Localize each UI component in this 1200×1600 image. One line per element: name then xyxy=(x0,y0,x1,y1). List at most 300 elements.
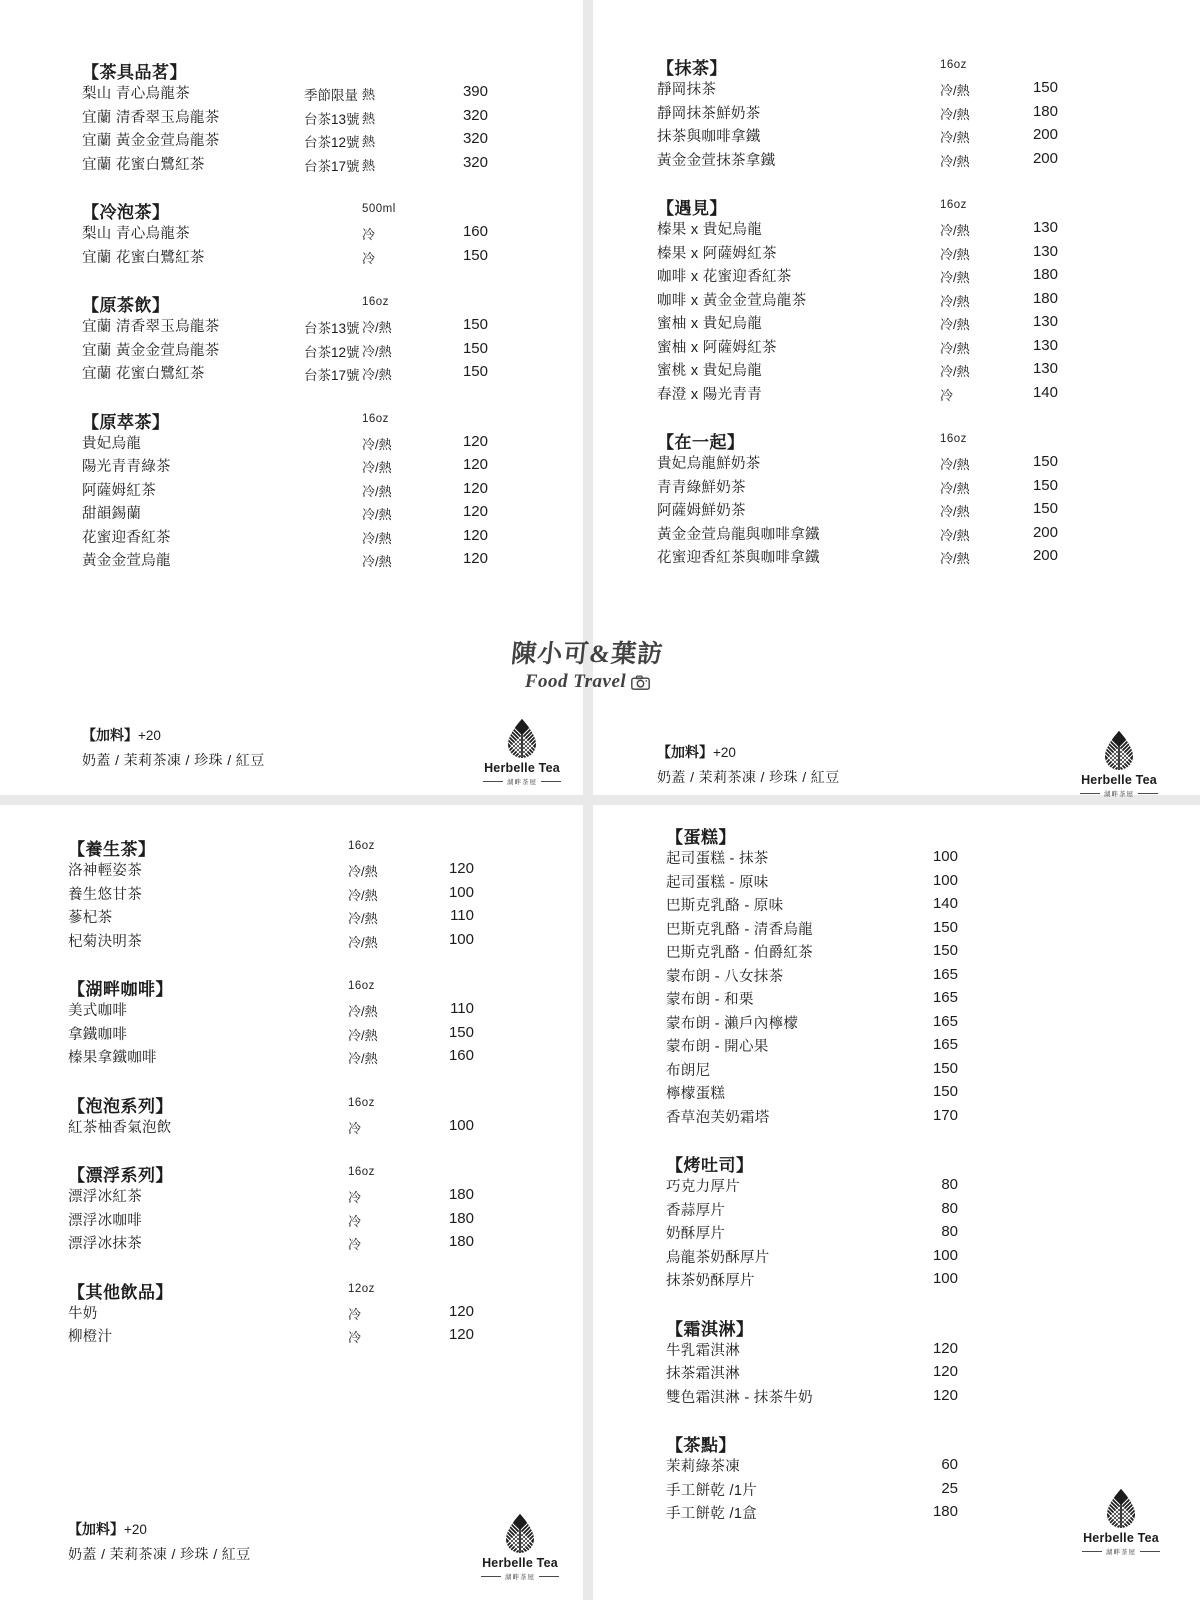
section-header xyxy=(82,408,583,432)
item-price: 160 xyxy=(448,1047,474,1064)
item-price: 130 xyxy=(1032,219,1058,236)
item-name: 拿鐵咖啡 xyxy=(68,1026,128,1043)
item-temperature: 冷 xyxy=(348,1190,362,1205)
brand-logo xyxy=(462,718,582,786)
item-name: 咖啡 x 花蜜迎香紅茶 xyxy=(657,269,792,285)
brand-name: Herbelle Tea xyxy=(1081,773,1157,787)
section-header xyxy=(666,1315,1200,1339)
watermark-chinese: 陳小可&葉訪 xyxy=(509,641,665,668)
item-name: 洛神輕姿茶 xyxy=(68,863,142,879)
item-temperature: 冷 xyxy=(348,1213,362,1229)
item-price: 150 xyxy=(932,1083,958,1100)
addon-items: 奶蓋 / 茉莉茶凍 / 珍珠 / 紅豆 xyxy=(82,751,265,768)
item-name: 靜岡抹茶鮮奶茶 xyxy=(657,105,761,122)
item-temperature: 冷/熱 xyxy=(362,507,392,522)
section-size-label: 16oz xyxy=(348,980,375,992)
menu-section xyxy=(68,835,583,953)
item-temperature: 冷/熱 xyxy=(362,530,392,546)
item-name: 巧克力厚片 xyxy=(666,1179,740,1195)
item-price: 150 xyxy=(1032,476,1058,494)
item-name: 養生悠甘茶 xyxy=(68,886,142,903)
item-price: 180 xyxy=(1032,102,1058,120)
item-name: 榛果 x 阿薩姆紅茶 xyxy=(657,245,777,262)
item-temperature: 冷/熱 xyxy=(940,364,970,379)
item-name: 巴斯克乳酪 - 清香烏龍 xyxy=(666,921,813,938)
item-temperature: 冷/熱 xyxy=(362,320,392,335)
section-size-label: 16oz xyxy=(940,433,967,445)
item-temperature: 冷/熱 xyxy=(348,864,378,879)
menu-item-row xyxy=(666,1339,1200,1363)
menu-section xyxy=(666,1151,1200,1293)
item-price: 170 xyxy=(932,1106,958,1124)
item-price: 180 xyxy=(448,1186,474,1203)
section-title: 【原茶飲】 xyxy=(82,296,170,315)
section-header xyxy=(657,194,1200,218)
item-name: 抹茶與咖啡拿鐵 xyxy=(657,129,761,145)
item-name: 手工餅乾 /1片 xyxy=(666,1482,758,1499)
section-header xyxy=(68,1092,583,1116)
item-variety: 台茶17號 xyxy=(304,368,360,383)
item-price: 120 xyxy=(448,1302,474,1320)
menu-section xyxy=(68,975,583,1070)
brand-subtitle: 湖畔茶屋 xyxy=(460,1572,580,1581)
item-price: 120 xyxy=(932,1363,958,1380)
section-title: 【泡泡系列】 xyxy=(68,1096,173,1116)
item-temperature: 冷/熱 xyxy=(348,887,378,903)
item-temperature: 冷/熱 xyxy=(362,367,392,382)
menu-item-row xyxy=(82,502,583,526)
menu-section xyxy=(68,1161,583,1256)
menu-item-row xyxy=(68,883,583,907)
addon-price: +20 xyxy=(124,1522,147,1537)
item-name: 布朗尼 xyxy=(666,1062,711,1079)
menu-item-row xyxy=(666,1175,1200,1199)
section-header xyxy=(657,428,1200,452)
menu-section xyxy=(82,58,583,176)
item-name: 漂浮冰咖啡 xyxy=(68,1212,142,1229)
item-name: 宜蘭 黃金金萱烏龍茶 xyxy=(82,342,220,359)
item-name: 阿薩姆鮮奶茶 xyxy=(657,503,746,519)
item-temperature: 冷 xyxy=(348,1120,362,1136)
menu-item-row xyxy=(666,1222,1200,1246)
brand-subtitle: 湖畔茶屋 xyxy=(1059,789,1179,798)
item-temperature: 冷/熱 xyxy=(348,911,378,926)
leaf-logo-icon xyxy=(506,718,538,758)
menu-item-row xyxy=(657,312,1200,336)
menu-item-row xyxy=(82,315,583,339)
item-price: 140 xyxy=(932,895,958,912)
item-price: 120 xyxy=(462,432,488,450)
item-price: 150 xyxy=(462,316,488,333)
menu-item-row xyxy=(666,871,1200,895)
item-name: 春澄 x 陽光青青 xyxy=(657,386,763,403)
menu-item-row xyxy=(68,999,583,1023)
menu-section xyxy=(657,428,1200,570)
item-name: 起司蛋糕 - 原味 xyxy=(666,874,769,891)
item-name: 宜蘭 清香翠玉烏龍茶 xyxy=(82,319,220,335)
item-name: 黃金金萱抹茶拿鐵 xyxy=(657,152,776,169)
item-price: 320 xyxy=(462,130,488,147)
item-price: 165 xyxy=(932,989,958,1006)
menu-item-row xyxy=(82,455,583,479)
item-price: 180 xyxy=(448,1233,474,1250)
item-price: 80 xyxy=(941,1176,958,1193)
menu-section xyxy=(82,408,583,573)
item-price: 100 xyxy=(932,848,958,865)
item-temperature: 冷 xyxy=(362,250,376,266)
item-price: 160 xyxy=(462,223,488,240)
section-list-drinks-3 xyxy=(68,835,583,1349)
item-price: 150 xyxy=(932,918,958,936)
item-name: 柳橙汁 xyxy=(68,1329,113,1345)
menu-item-row xyxy=(657,523,1200,547)
menu-item-row xyxy=(666,1106,1200,1130)
item-temperature: 冷/熱 xyxy=(348,1051,378,1066)
menu-item-row xyxy=(82,222,583,246)
menu-item-row xyxy=(666,1246,1200,1270)
item-price: 320 xyxy=(462,106,488,124)
menu-item-row xyxy=(666,1012,1200,1036)
leaf-logo-icon xyxy=(1105,1488,1137,1528)
item-name: 靜岡抹茶 xyxy=(657,82,717,98)
item-name: 蒙布朗 - 開心果 xyxy=(666,1039,769,1055)
section-size-label: 16oz xyxy=(348,840,375,852)
item-price: 200 xyxy=(1032,523,1058,541)
item-temperature: 冷/熱 xyxy=(940,83,970,98)
item-name: 牛奶 xyxy=(68,1305,98,1322)
item-temperature: 熱 xyxy=(362,157,376,173)
item-temperature: 熱 xyxy=(362,87,376,102)
menu-item-row xyxy=(666,941,1200,965)
addon-price: +20 xyxy=(138,728,161,743)
item-temperature: 冷/熱 xyxy=(940,246,970,262)
addon-title: 【加料】 xyxy=(68,1521,124,1537)
menu-item-row xyxy=(68,1116,583,1140)
item-name: 漂浮冰紅茶 xyxy=(68,1189,142,1205)
brand-subtitle: 湖畔茶屋 xyxy=(462,777,582,786)
item-name: 抹茶奶酥厚片 xyxy=(666,1273,755,1289)
section-header xyxy=(666,823,1200,847)
item-temperature: 冷/熱 xyxy=(362,343,392,359)
item-price: 100 xyxy=(932,1270,958,1287)
section-title: 【原萃茶】 xyxy=(82,412,170,432)
item-name: 手工餅乾 /1盒 xyxy=(666,1506,758,1522)
menu-item-row xyxy=(666,1082,1200,1106)
item-price: 200 xyxy=(1032,547,1058,564)
item-price: 130 xyxy=(1032,360,1058,377)
item-temperature: 冷/熱 xyxy=(940,551,970,566)
brand-name: Herbelle Tea xyxy=(1083,1531,1159,1545)
section-title: 【茶點】 xyxy=(666,1436,736,1455)
item-name: 漂浮冰抹茶 xyxy=(68,1236,142,1252)
section-title: 【冷泡茶】 xyxy=(82,203,170,222)
menu-section xyxy=(68,1092,583,1140)
item-temperature: 冷/熱 xyxy=(940,457,970,472)
leaf-logo-icon xyxy=(504,1513,536,1553)
section-title: 【烤吐司】 xyxy=(666,1156,754,1175)
section-size-label: 16oz xyxy=(348,1096,375,1109)
menu-item-row xyxy=(82,549,583,573)
section-list-food xyxy=(666,823,1200,1526)
item-temperature: 冷/熱 xyxy=(940,504,970,519)
item-name: 烏龍茶奶酥厚片 xyxy=(666,1249,770,1266)
item-price: 150 xyxy=(462,339,488,357)
section-list-drinks-1 xyxy=(82,58,583,573)
brand-logo xyxy=(460,1513,580,1581)
brand-logo xyxy=(1061,1488,1181,1556)
item-name: 貴妃烏龍鮮奶茶 xyxy=(657,456,761,472)
menu-section xyxy=(657,194,1200,406)
item-price: 200 xyxy=(1032,149,1058,167)
item-name: 黃金金萱烏龍與咖啡拿鐵 xyxy=(657,526,820,543)
menu-item-row xyxy=(666,847,1200,871)
menu-item-row xyxy=(657,149,1200,173)
menu-item-row xyxy=(68,930,583,954)
menu-item-row xyxy=(68,1325,583,1349)
item-price: 390 xyxy=(462,83,488,100)
item-price: 150 xyxy=(932,942,958,959)
menu-section xyxy=(657,54,1200,172)
item-temperature: 冷/熱 xyxy=(940,223,970,238)
item-price: 120 xyxy=(462,456,488,473)
menu-item-row xyxy=(68,1302,583,1326)
item-name: 蒙布朗 - 八女抹茶 xyxy=(666,968,784,985)
menu-item-row xyxy=(666,1035,1200,1059)
section-title: 【湖畔咖啡】 xyxy=(68,980,173,999)
watermark-english: Food Travel xyxy=(524,671,627,692)
section-size-label: 16oz xyxy=(348,1166,375,1178)
menu-item-row xyxy=(68,859,583,883)
item-temperature: 冷 xyxy=(940,387,954,403)
item-temperature: 冷/熱 xyxy=(940,340,970,356)
menu-item-row xyxy=(657,289,1200,313)
menu-item-row xyxy=(657,499,1200,523)
menu-item-row xyxy=(68,1046,583,1070)
section-header xyxy=(68,1161,583,1185)
item-name: 香蒜厚片 xyxy=(666,1202,726,1219)
item-price: 150 xyxy=(462,363,488,380)
item-name: 美式咖啡 xyxy=(68,1003,128,1019)
item-price: 120 xyxy=(932,1386,958,1404)
item-price: 150 xyxy=(1032,453,1058,470)
menu-section xyxy=(68,1278,583,1349)
menu-item-row xyxy=(657,242,1200,266)
item-price: 100 xyxy=(932,1246,958,1264)
item-price: 140 xyxy=(1032,383,1058,401)
section-title: 【漂浮系列】 xyxy=(68,1166,173,1185)
menu-item-row xyxy=(657,476,1200,500)
item-price: 120 xyxy=(462,550,488,567)
section-header xyxy=(68,975,583,999)
item-price: 150 xyxy=(448,1023,474,1041)
item-price: 165 xyxy=(932,1012,958,1030)
item-price: 120 xyxy=(448,1326,474,1343)
menu-item-row xyxy=(657,78,1200,102)
item-price: 100 xyxy=(448,930,474,948)
item-price: 100 xyxy=(448,1116,474,1134)
item-temperature: 冷 xyxy=(348,1306,362,1322)
item-name: 杞菊決明茶 xyxy=(68,933,142,950)
item-temperature: 冷/熱 xyxy=(362,554,392,569)
menu-item-row xyxy=(68,1232,583,1256)
item-price: 150 xyxy=(932,1059,958,1077)
item-temperature: 冷 xyxy=(348,1237,362,1252)
item-name: 宜蘭 花蜜白鷺紅茶 xyxy=(82,249,205,266)
item-price: 180 xyxy=(1032,266,1058,283)
item-temperature: 冷/熱 xyxy=(940,317,970,332)
item-name: 檸檬蛋糕 xyxy=(666,1086,726,1102)
menu-item-row xyxy=(666,1455,1200,1479)
menu-item-row xyxy=(82,339,583,363)
menu-item-row xyxy=(657,452,1200,476)
item-price: 180 xyxy=(448,1209,474,1227)
menu-item-row xyxy=(657,265,1200,289)
section-title: 【養生茶】 xyxy=(68,840,156,859)
section-size-label: 16oz xyxy=(362,296,389,308)
item-temperature: 冷 xyxy=(348,1330,362,1345)
item-name: 宜蘭 花蜜白鷺紅茶 xyxy=(82,366,205,382)
item-price: 25 xyxy=(941,1479,958,1497)
menu-item-row xyxy=(666,1269,1200,1293)
item-temperature: 冷/熱 xyxy=(940,130,970,145)
item-name: 雙色霜淇淋 - 抹茶牛奶 xyxy=(666,1389,813,1406)
menu-item-row xyxy=(82,153,583,177)
section-header xyxy=(666,1151,1200,1175)
item-variety: 台茶13號 xyxy=(304,111,360,127)
item-temperature: 冷/熱 xyxy=(940,270,970,285)
item-name: 紅茶柚香氣泡飲 xyxy=(68,1119,172,1136)
item-variety: 台茶12號 xyxy=(304,344,360,360)
brand-logo xyxy=(1059,730,1179,798)
section-title: 【其他飲品】 xyxy=(68,1282,173,1302)
item-price: 165 xyxy=(932,1036,958,1053)
item-name: 阿薩姆紅茶 xyxy=(82,482,156,499)
item-name: 蜜柚 x 阿薩姆紅茶 xyxy=(657,339,777,356)
menu-item-row xyxy=(657,359,1200,383)
item-price: 130 xyxy=(1032,242,1058,260)
item-price: 60 xyxy=(941,1456,958,1473)
item-price: 80 xyxy=(941,1199,958,1217)
item-name: 青青綠鮮奶茶 xyxy=(657,479,746,496)
item-name: 花蜜迎香紅茶與咖啡拿鐵 xyxy=(657,550,820,566)
item-name: 榛果 x 貴妃烏龍 xyxy=(657,222,763,238)
section-size-label: 16oz xyxy=(940,59,967,71)
menu-item-row xyxy=(666,1386,1200,1410)
menu-page-bottom-left xyxy=(0,805,583,1600)
item-temperature: 冷/熱 xyxy=(940,527,970,543)
item-name: 宜蘭 花蜜白鷺紅茶 xyxy=(82,156,205,173)
addon-title: 【加料】 xyxy=(657,744,713,760)
item-temperature: 冷/熱 xyxy=(348,934,378,950)
section-title: 【蛋糕】 xyxy=(666,828,736,847)
menu-item-row xyxy=(82,526,583,550)
item-name: 蜜柚 x 貴妃烏龍 xyxy=(657,316,763,332)
section-list-drinks-2 xyxy=(657,54,1200,570)
item-name: 香草泡芙奶霜塔 xyxy=(666,1109,770,1126)
menu-item-row xyxy=(666,918,1200,942)
item-price: 320 xyxy=(462,153,488,171)
menu-item-row xyxy=(657,125,1200,149)
item-name: 起司蛋糕 - 抹茶 xyxy=(666,851,769,867)
item-price: 120 xyxy=(448,860,474,877)
menu-item-row xyxy=(82,432,583,456)
menu-page-bottom-right xyxy=(593,805,1200,1600)
section-title: 【在一起】 xyxy=(657,433,745,452)
item-price: 200 xyxy=(1032,126,1058,143)
section-title: 【抹茶】 xyxy=(657,59,727,78)
menu-section xyxy=(82,291,583,386)
item-temperature: 冷/熱 xyxy=(940,106,970,122)
section-header xyxy=(82,198,583,222)
menu-item-row xyxy=(68,1185,583,1209)
brand-name: Herbelle Tea xyxy=(482,1556,558,1570)
item-temperature: 冷/熱 xyxy=(362,460,392,475)
addon-note xyxy=(68,1517,251,1566)
item-name: 巴斯克乳酪 - 原味 xyxy=(666,898,784,914)
addon-note xyxy=(82,723,265,772)
item-name: 巴斯克乳酪 - 伯爵紅茶 xyxy=(666,945,813,961)
menu-item-row xyxy=(666,965,1200,989)
menu-item-row xyxy=(657,383,1200,407)
menu-item-row xyxy=(666,894,1200,918)
item-temperature: 熱 xyxy=(362,134,376,149)
menu-item-row xyxy=(666,1059,1200,1083)
item-variety: 台茶13號 xyxy=(304,321,360,336)
section-size-label: 12oz xyxy=(348,1282,375,1295)
item-temperature: 冷/熱 xyxy=(940,293,970,309)
item-variety: 台茶17號 xyxy=(304,158,360,174)
item-name: 宜蘭 黃金金萱烏龍茶 xyxy=(82,133,220,149)
section-header xyxy=(666,1431,1200,1455)
item-name: 抹茶霜淇淋 xyxy=(666,1366,740,1382)
item-name: 梨山 青心烏龍茶 xyxy=(82,86,190,102)
item-price: 110 xyxy=(450,907,474,924)
item-name: 宜蘭 清香翠玉烏龍茶 xyxy=(82,109,220,126)
item-price: 165 xyxy=(932,965,958,983)
menu-item-row xyxy=(82,479,583,503)
item-price: 120 xyxy=(462,526,488,544)
leaf-logo-icon xyxy=(1103,730,1135,770)
menu-page-top-left xyxy=(0,0,583,795)
menu-item-row xyxy=(82,129,583,153)
section-header xyxy=(68,1278,583,1302)
item-price: 120 xyxy=(462,479,488,497)
item-name: 蔘杞茶 xyxy=(68,910,113,926)
item-name: 梨山 青心烏龍茶 xyxy=(82,226,190,242)
item-price: 150 xyxy=(1032,79,1058,96)
item-price: 100 xyxy=(932,871,958,889)
section-header xyxy=(82,58,583,82)
item-temperature: 冷/熱 xyxy=(348,1004,378,1019)
item-name: 花蜜迎香紅茶 xyxy=(82,529,171,546)
item-temperature: 冷 xyxy=(362,227,376,242)
item-price: 120 xyxy=(462,503,488,520)
menu-item-row xyxy=(68,906,583,930)
item-variety: 台茶12號 xyxy=(304,135,360,150)
item-name: 牛乳霜淇淋 xyxy=(666,1342,740,1359)
menu-section xyxy=(666,823,1200,1129)
section-title: 【茶具品茗】 xyxy=(82,63,187,82)
menu-item-row xyxy=(68,1023,583,1047)
item-temperature: 冷/熱 xyxy=(348,1027,378,1043)
menu-item-row xyxy=(657,218,1200,242)
item-name: 奶酥厚片 xyxy=(666,1226,726,1242)
addon-price: +20 xyxy=(713,745,736,760)
item-name: 蜜桃 x 貴妃烏龍 xyxy=(657,363,763,379)
menu-item-row xyxy=(657,102,1200,126)
item-name: 貴妃烏龍 xyxy=(82,435,142,452)
menu-item-row xyxy=(666,1362,1200,1386)
